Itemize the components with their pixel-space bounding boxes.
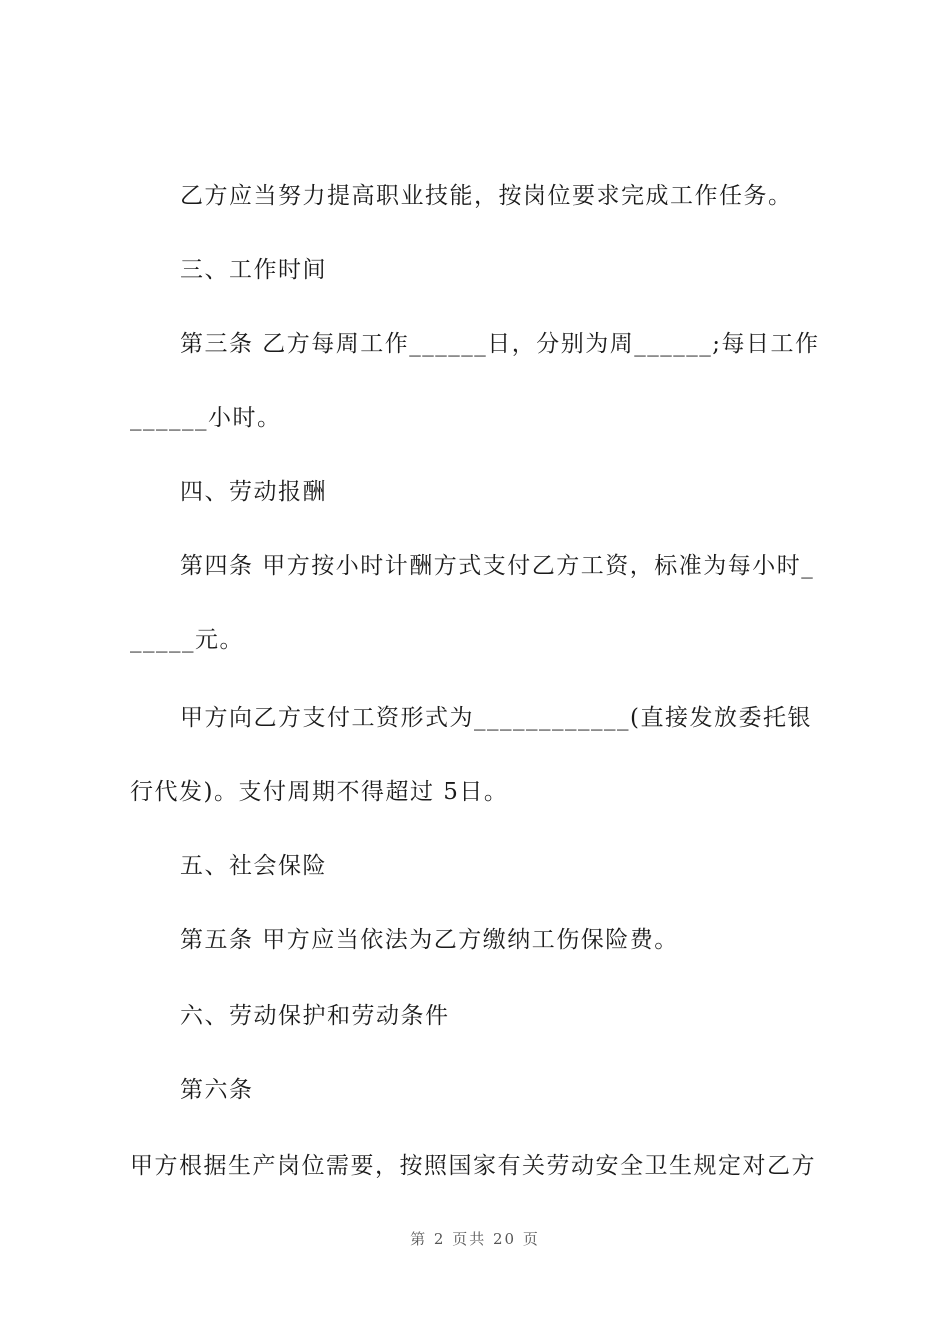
section-heading: 六、劳动保护和劳动条件 — [180, 1003, 450, 1029]
paragraph-line: ______小时。 — [130, 405, 282, 431]
section-heading: 三、工作时间 — [180, 257, 327, 283]
paragraph-line: 乙方应当努力提高职业技能，按岗位要求完成工作任务。 — [180, 183, 793, 209]
article-label: 第六条 — [180, 1077, 254, 1103]
paragraph-line: _____元。 — [130, 627, 244, 653]
paragraph-line: 第三条 乙方每周工作______日，分别为周______;每日工作 — [180, 331, 820, 357]
page-number-footer: 第 2 页共 20 页 — [410, 1230, 540, 1248]
paragraph-line: 甲方向乙方支付工资形式为____________(直接发放委托银 — [180, 705, 812, 731]
paragraph-line: 行代发)。支付周期不得超过 5日。 — [130, 779, 509, 805]
paragraph-line: 第五条 甲方应当依法为乙方缴纳工伤保险费。 — [180, 927, 679, 953]
section-heading: 四、劳动报酬 — [180, 479, 327, 505]
paragraph-line: 甲方根据生产岗位需要，按照国家有关劳动安全卫生规定对乙方 — [130, 1153, 816, 1179]
paragraph-line: 第四条 甲方按小时计酬方式支付乙方工资，标准为每小时_ — [180, 553, 815, 579]
section-heading: 五、社会保险 — [180, 853, 327, 879]
